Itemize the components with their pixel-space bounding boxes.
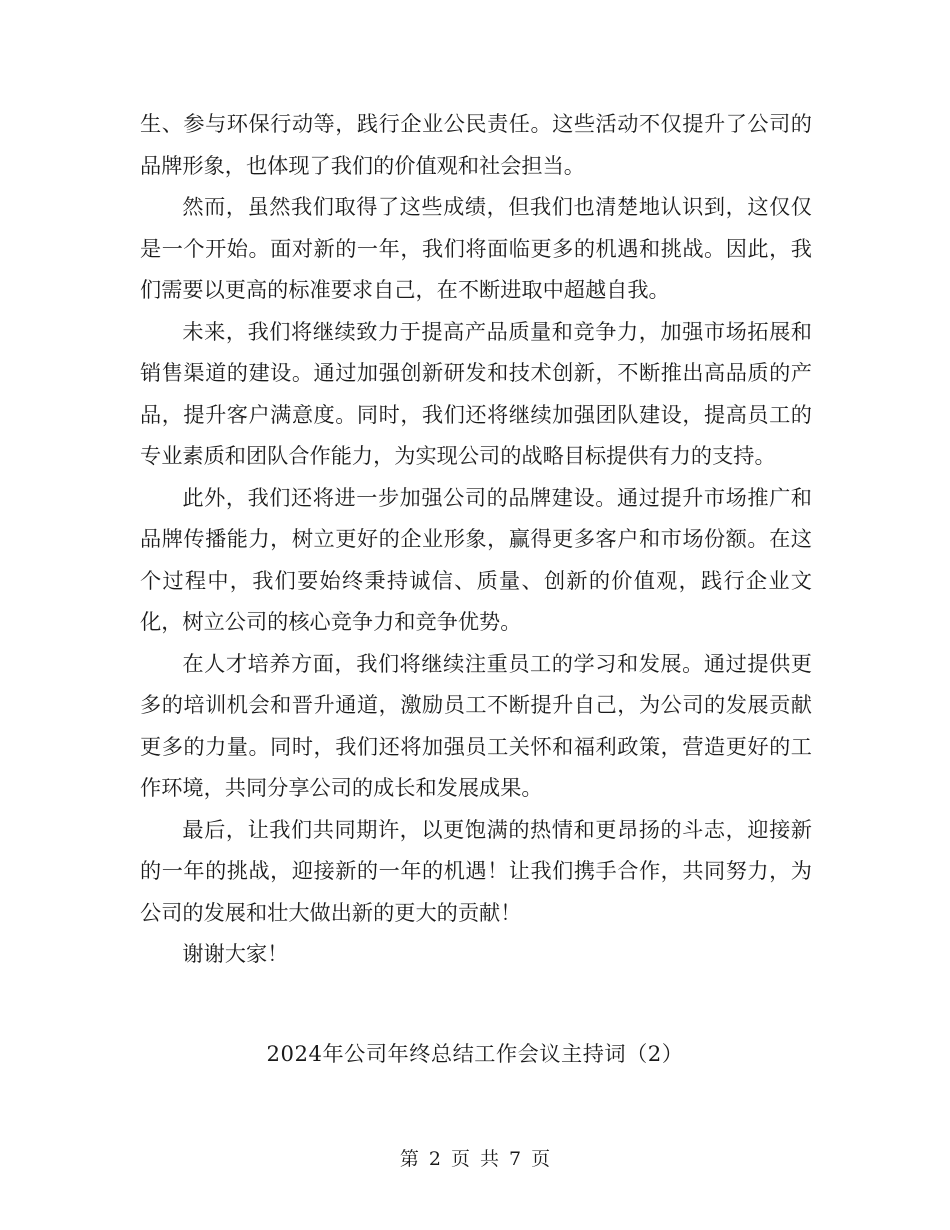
- closing-line: 谢谢大家！: [182, 941, 289, 966]
- document-body: [140, 103, 812, 975]
- paragraph: 然而，虽然我们取得了这些成绩，但我们也清楚地认识到，这仅仅是一个开始。面对新的一年，我们将面临更多的机遇和挑战。因此，我们需要以更高的标准要求自己，在不断进取中超越自我。: [140, 194, 812, 302]
- paragraph: 在人才培养方面，我们将继续注重员工的学习和发展。通过提供更多的培训机会和晋升通道，激励员工不断提升自己，为公司的发展贡献更多的力量。同时，我们还将加强员工关怀和福利政策，营造更好的工作环境，共同分享公司的成长和发展成果。: [140, 650, 812, 800]
- page-number-footer: 第 2 页 共 7 页: [399, 1148, 551, 1170]
- paragraph: 未来，我们将继续致力于提高产品质量和竞争力，加强市场拓展和销售渠道的建设。通过加强创新研发和技术创新，不断推出高品质的产品，提升客户满意度。同时，我们还将继续加强团队建设，提高员工的专业素质和团队合作能力，为实现公司的战略目标提供有力的支持。: [140, 318, 812, 468]
- paragraph: 最后，让我们共同期许，以更饱满的热情和更昂扬的斗志，迎接新的一年的挑战，迎接新的一年的机遇！让我们携手合作，共同努力，为公司的发展和壮大做出新的更大的贡献！: [140, 816, 812, 925]
- paragraph: 生、参与环保行动等，践行企业公民责任。这些活动不仅提升了公司的品牌形象，也体现了我们的价值观和社会担当。: [140, 111, 812, 178]
- paragraph: 此外，我们还将进一步加强公司的品牌建设。通过提升市场推广和品牌传播能力，树立更好的企业形象，赢得更多客户和市场份额。在这个过程中，我们要始终秉持诚信、质量、创新的价值观，践行企业文化，树立公司的核心竞争力和竞争优势。: [140, 484, 812, 634]
- section-title: 2024年公司年终总结工作会议主持词（2）: [266, 1041, 684, 1066]
